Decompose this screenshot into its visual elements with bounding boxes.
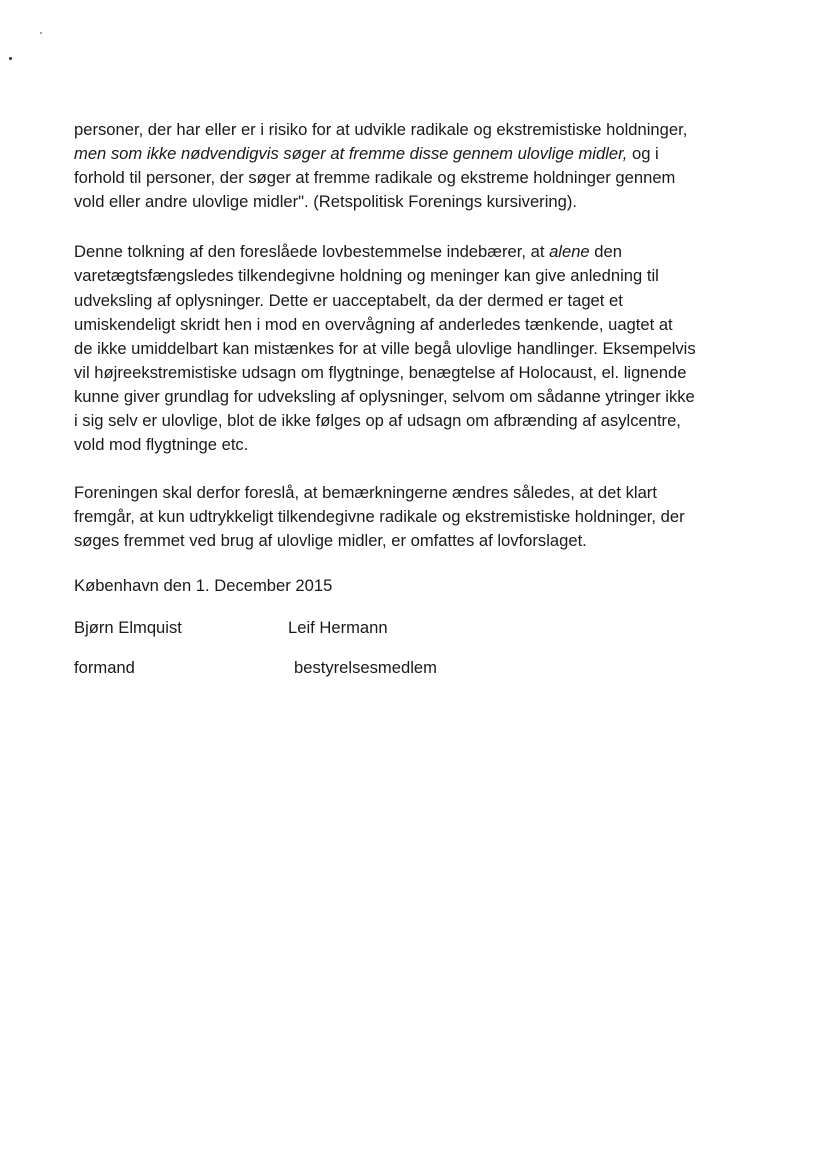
text-run: vil højreekstremistiske udsagn om flygtninge, benægtelse af Holocaust, el. lignende [74, 362, 687, 382]
signatory-titles [74, 656, 754, 680]
text-run: forhold til personer, der søger at fremme radikale og ekstreme holdninger gennem [74, 168, 676, 188]
text-line [74, 166, 754, 190]
text-run: den [589, 242, 622, 262]
text-line [74, 481, 754, 505]
text-line [74, 240, 754, 264]
text-run: vold eller andre ulovlige midler". (Retspolitisk Forenings kursivering). [74, 192, 577, 212]
text-run: vold mod flygtninge etc. [74, 435, 249, 455]
signatory-names [74, 616, 754, 640]
signatory-name: Leif Hermann [288, 617, 388, 637]
text-run: fremgår, at kun udtrykkeligt tilkendegivne radikale og ekstremistiske holdninger, der [74, 507, 685, 527]
text-line [74, 505, 754, 529]
text-line [74, 142, 754, 166]
text-line [74, 409, 754, 433]
text-line [74, 313, 754, 337]
text-run: Denne tolkning af den foreslåede lovbestemmelse indebærer, at [74, 242, 550, 262]
text-run: varetægtsfængsledes tilkendegivne holdning og meninger kan give anledning til [74, 266, 659, 286]
scan-speck [40, 32, 42, 34]
text-run: og i [627, 144, 659, 164]
letter-body [74, 118, 754, 696]
text-run: søges fremmet ved brug af ulovlige midler, er omfattes af lovforslaget. [74, 531, 587, 551]
text-line [74, 264, 754, 288]
text-run: umiskendeligt skridt hen i mod en overvågning af anderledes tænkende, uagtet at [74, 314, 673, 334]
signatory-title: formand [74, 657, 135, 677]
text-line [74, 337, 754, 361]
text-line [74, 190, 754, 214]
paragraph-3 [74, 481, 754, 553]
signatory-title: bestyrelsesmedlem [294, 657, 437, 677]
emphasized-text: men som ikke nødvendigvis søger at fremme disse gennem ulovlige midler, [74, 144, 628, 164]
paragraph-2 [74, 240, 754, 457]
text-line [74, 289, 754, 313]
text-line [74, 385, 754, 409]
place-date: København den 1. December 2015 [74, 575, 333, 595]
text-run: de ikke umiddelbart kan mistænkes for at ville begå ulovlige handlinger. Eksempelvis [74, 338, 696, 358]
text-run: Foreningen skal derfor foreslå, at bemærkningerne ændres således, at det klart [74, 483, 657, 503]
text-run: i sig selv er ulovlige, blot de ikke følges op af udsagn om afbrænding af asylcentre, [74, 411, 681, 431]
signatory-name: Bjørn Elmquist [74, 617, 182, 637]
text-line [74, 361, 754, 385]
text-line [74, 433, 754, 457]
text-line [74, 118, 754, 142]
paragraph-1 [74, 118, 754, 214]
scan-speck [9, 57, 12, 60]
text-run: udveksling af oplysninger. Dette er uacceptabelt, da der dermed er taget et [74, 290, 623, 310]
emphasized-text: alene [549, 242, 590, 262]
text-run: personer, der har eller er i risiko for at udvikle radikale og ekstremistiske holdninger, [74, 120, 688, 139]
text-run: kunne giver grundlag for udveksling af oplysninger, selvom om sådanne ytringer ikke [74, 386, 695, 406]
text-line [74, 529, 754, 553]
